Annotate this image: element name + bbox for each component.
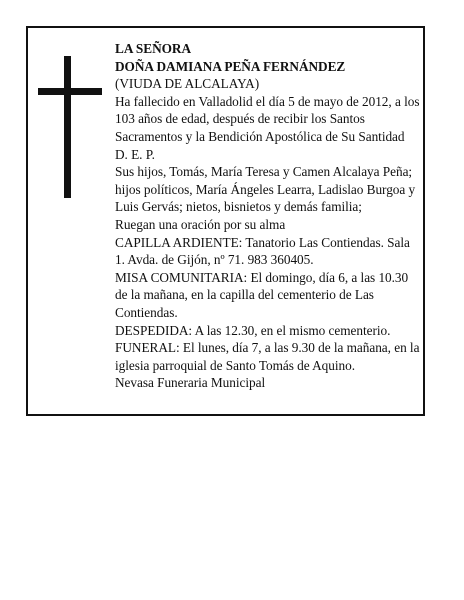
funeral-info: FUNERAL: El lunes, día 7, a las 9.30 de la mañana, en la iglesia parroquial de Santo Tomás de Aquino. bbox=[115, 340, 420, 373]
cross-vertical-bar bbox=[64, 56, 71, 198]
deceased-name: DOÑA DAMIANA PEÑA FERNÁNDEZ bbox=[115, 58, 346, 74]
notice-heading-title: LA SEÑORA bbox=[115, 41, 192, 56]
deceased-subtitle: (VIUDA DE ALCALAYA) bbox=[115, 76, 260, 92]
family-list: Sus hijos, Tomás, María Teresa y Camen Alcalaya Peña; hijos políticos, María Ángeles Learra, Ladislao Burgoa y Luis Gervás; nietos, bisnietos y demás familia; bbox=[115, 164, 416, 215]
rip-line: D. E. P. bbox=[115, 146, 155, 162]
notice-text bbox=[115, 40, 421, 392]
obituary-notice bbox=[26, 26, 425, 416]
mass-info: MISA COMUNITARIA: El domingo, día 6, a las 10.30 de la mañana, en la capilla del cementerio de Las Contiendas. bbox=[115, 269, 409, 320]
prayer-request: Ruegan una oración por su alma bbox=[115, 216, 286, 232]
death-announcement: Ha fallecido en Valladolid el día 5 de mayo de 2012, a los 103 años de edad, después de recibir los Santos Sacramentos y la Bendición Apostólica de Su Santidad bbox=[115, 93, 420, 144]
cross-horizontal-bar bbox=[38, 88, 102, 95]
chapel-info: CAPILLA ARDIENTE: Tanatorio Las Contiendas. Sala 1. Avda. de Gijón, nº 71. 983 360405. bbox=[115, 234, 410, 268]
farewell-info: DESPEDIDA: A las 12.30, en el mismo cementerio. bbox=[115, 322, 391, 338]
funeral-home: Nevasa Funeraria Municipal bbox=[115, 375, 266, 391]
cross-icon bbox=[38, 56, 102, 198]
